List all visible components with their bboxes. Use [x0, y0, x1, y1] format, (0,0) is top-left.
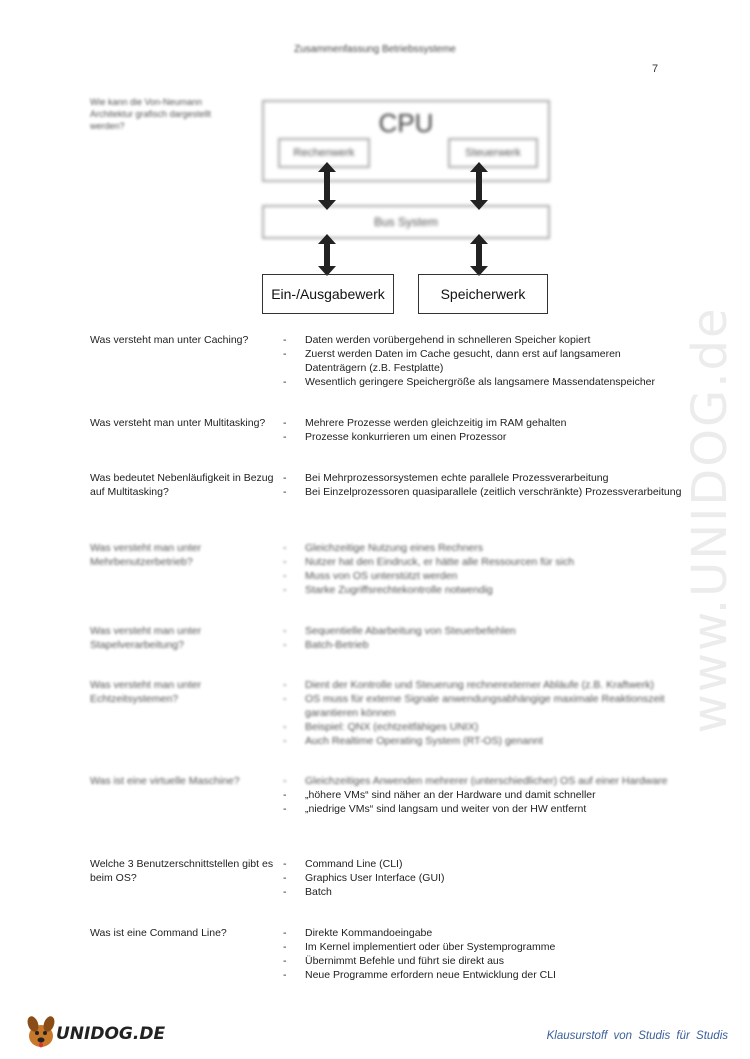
watermark: www.UNIDOG.de — [682, 306, 738, 734]
arrow-left-lower — [318, 234, 336, 276]
logo-text: UNIDOG.DE — [56, 1024, 166, 1044]
bus-system-box: Bus System — [262, 205, 550, 239]
list-item: - Zuerst werden Daten im Cache gesucht, dann erst auf langsameren Datenträgern (z.B. Festplatte) — [283, 347, 683, 375]
list-item: - Batch — [283, 885, 683, 899]
answers-mehrbenutzerbetrieb — [283, 541, 683, 597]
rechenwerk-box: Rechenwerk — [278, 138, 370, 168]
answers-nebenlaeufigkeit — [283, 471, 683, 499]
question-benutzerschnittstellen: Welche 3 Benutzerschnittstellen gibt es beim OS? — [90, 858, 274, 884]
list-item: - Im Kernel implementiert oder über Systemprogramme — [283, 940, 683, 954]
arrow-right-upper — [470, 162, 488, 210]
list-item: - Mehrere Prozesse werden gleichzeitig im RAM gehalten — [283, 416, 683, 430]
page-number: 7 — [652, 63, 659, 75]
list-item: - Daten werden vorübergehend in schnelleren Speicher kopiert — [283, 333, 683, 347]
answers-echtzeitsysteme — [283, 678, 683, 748]
answers-caching — [283, 333, 683, 389]
list-item: - Direkte Kommandoeingabe — [283, 926, 683, 940]
answers-virtuelle-maschine — [283, 774, 683, 816]
question-virtuelle-maschine: Was ist eine virtuelle Maschine? — [90, 775, 240, 787]
list-item: - „höhere VMs“ sind näher an der Hardware und damit schneller — [283, 788, 683, 802]
list-item: - „niedrige VMs“ sind langsam und weiter von der HW entfernt — [283, 802, 683, 816]
list-item: - Wesentlich geringere Speichergröße als langsamere Massendatenspeicher — [283, 375, 683, 389]
list-item: - Graphics User Interface (GUI) — [283, 871, 683, 885]
diagram-question: Wie kann die Von-Neumann Architektur grafisch dargestellt werden? — [90, 97, 212, 131]
von-neumann-diagram — [262, 100, 552, 320]
steuerwerk-box: Steuerwerk — [448, 138, 538, 168]
footer-tagline: Klausurstoff von Studis für Studis — [546, 1030, 728, 1042]
list-item: - Übernimmt Befehle und führt sie direkt aus — [283, 954, 683, 968]
question-caching: Was versteht man unter Caching? — [90, 334, 249, 346]
question-command-line: Was ist eine Command Line? — [90, 927, 227, 939]
page-title: Zusammenfassung Betriebssysteme — [294, 44, 456, 55]
list-item: - Beispiel: QNX (echtzeitfähiges UNIX) — [283, 720, 683, 734]
list-item: - Dient der Kontrolle und Steuerung rechnerexterner Abläufe (z.B. Kraftwerk) — [283, 678, 683, 692]
cpu-label: CPU — [378, 108, 434, 138]
memory-unit-box: Speicherwerk — [418, 274, 548, 314]
answers-command-line — [283, 926, 683, 982]
answers-benutzerschnittstellen — [283, 857, 683, 899]
list-item: - Nutzer hat den Eindruck, er hätte alle Ressourcen für sich — [283, 555, 683, 569]
question-stapelverarbeitung: Was versteht man unter Stapelverarbeitung? — [90, 625, 202, 651]
list-item: - Command Line (CLI) — [283, 857, 683, 871]
unidog-logo[interactable] — [24, 1014, 164, 1050]
answers-multitasking — [283, 416, 683, 444]
list-item: - Sequentielle Abarbeitung von Steuerbefehlen — [283, 624, 683, 638]
list-item: - Neue Programme erfordern neue Entwicklung der CLI — [283, 968, 683, 982]
list-item: - Batch-Betrieb — [283, 638, 683, 652]
list-item: - Gleichzeitige Nutzung eines Rechners — [283, 541, 683, 555]
arrow-left-upper — [318, 162, 336, 210]
list-item: - Gleichzeitiges Anwenden mehrerer (unterschiedlicher) OS auf einer Hardware — [283, 774, 683, 788]
question-mehrbenutzerbetrieb: Was versteht man unter Mehrbenutzerbetrieb? — [90, 542, 202, 568]
list-item: - Muss von OS unterstützt werden — [283, 569, 683, 583]
question-nebenlaeufigkeit: Was bedeutet Nebenläufigkeit in Bezug auf Multitasking? — [90, 472, 274, 498]
question-multitasking: Was versteht man unter Multitasking? — [90, 417, 266, 429]
list-item: - Bei Mehrprozessorsystemen echte parallele Prozessverarbeitung — [283, 471, 683, 485]
question-echtzeitsysteme: Was versteht man unter Echtzeitsystemen? — [90, 679, 202, 705]
list-item: - Bei Einzelprozessoren quasiparallele (zeitlich verschränkte) Prozessverarbeitung — [283, 485, 683, 499]
io-unit-box: Ein-/Ausgabewerk — [262, 274, 394, 314]
dog-icon — [24, 1014, 58, 1050]
list-item: - Auch Realtime Operating System (RT-OS) genannt — [283, 734, 683, 748]
answers-stapelverarbeitung — [283, 624, 683, 652]
list-item: - OS muss für externe Signale anwendungsabhängige maximale Reaktionszeit garantieren können — [283, 692, 683, 720]
arrow-right-lower — [470, 234, 488, 276]
list-item: - Prozesse konkurrieren um einen Prozessor — [283, 430, 683, 444]
list-item: - Starke Zugriffsrechtekontrolle notwendig — [283, 583, 683, 597]
